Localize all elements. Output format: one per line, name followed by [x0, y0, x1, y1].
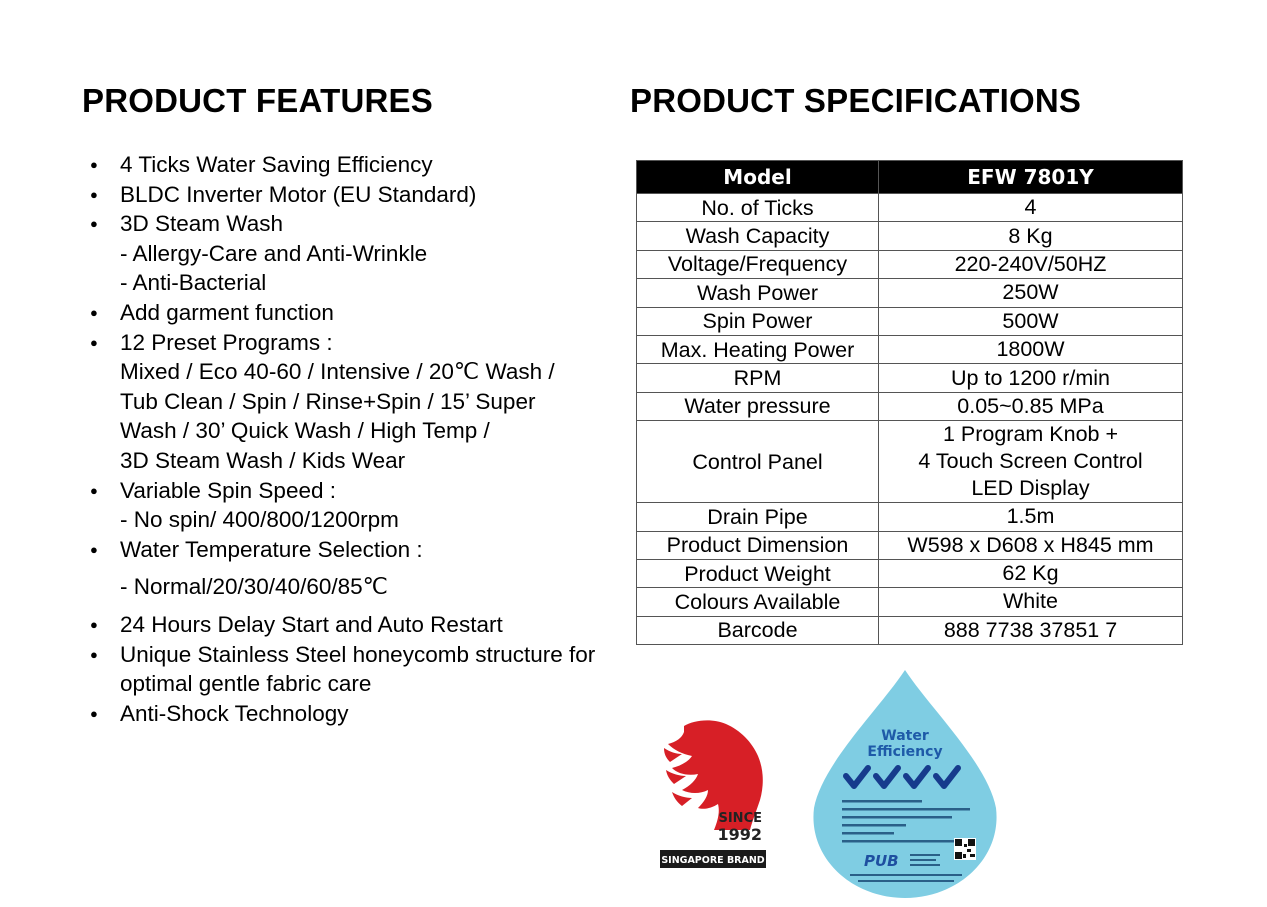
- spec-header-row: [637, 161, 1183, 194]
- spec-value-line: 1 Program Knob +: [942, 422, 1119, 447]
- spec-row: [637, 421, 1183, 503]
- spec-value: [879, 194, 1183, 222]
- spec-value-line: 500W: [1002, 308, 1059, 333]
- qr-code-icon: [954, 838, 976, 860]
- feature-item: [90, 209, 630, 298]
- feature-line: Tub Clean / Spin / Rinse+Spin / 15’ Super: [120, 388, 536, 414]
- spec-value-line: 62 Kg: [1002, 561, 1059, 586]
- feature-line: - Anti-Bacterial: [120, 270, 267, 296]
- feature-item: [90, 535, 630, 602]
- spec-label: RPM: [637, 364, 879, 392]
- feature-item: [90, 476, 630, 535]
- spec-value-line: 220-240V/50HZ: [954, 251, 1107, 276]
- spec-value: [879, 421, 1183, 503]
- spec-value-line: LED Display: [971, 476, 1090, 501]
- feature-line: ● 24 Hours Delay Start and Auto Restart: [120, 611, 503, 637]
- spec-value: [879, 503, 1183, 531]
- feature-item: [90, 640, 630, 699]
- water-efficiency-title-2: Efficiency: [867, 744, 943, 760]
- feature-line: ● 4 Ticks Water Saving Efficiency: [120, 152, 433, 177]
- feature-line: ● 3D Steam Wash: [120, 211, 283, 237]
- spec-value-line: 4: [1024, 195, 1037, 220]
- spec-value-line: W598 x D608 x H845 mm: [907, 532, 1154, 557]
- feature-line: ● Unique Stainless Steel honeycomb structure for: [120, 641, 596, 667]
- spec-label: Voltage/Frequency: [637, 250, 879, 278]
- spec-label: Wash Power: [637, 279, 879, 307]
- spec-label: Colours Available: [637, 588, 879, 616]
- features-heading: PRODUCT FEATURES: [82, 82, 433, 119]
- spec-value-line: 888 7738 37851 7: [943, 617, 1118, 642]
- feature-item: [90, 610, 630, 640]
- spec-value: [879, 335, 1183, 363]
- feature-line: Mixed / Eco 40-60 / Intensive / 20℃ Wash /: [120, 359, 555, 385]
- spec-value: [879, 531, 1183, 559]
- spec-value: [879, 559, 1183, 587]
- feature-item: [90, 180, 630, 210]
- feature-line: ● Add garment function: [120, 299, 334, 325]
- spec-label: Spin Power: [637, 307, 879, 335]
- feature-item: [90, 150, 630, 180]
- spec-row: [637, 559, 1183, 587]
- spec-value: [879, 250, 1183, 278]
- spec-value: [879, 364, 1183, 392]
- water-drop-icon: [813, 670, 996, 898]
- spec-row: [637, 392, 1183, 420]
- spec-label: Product Weight: [637, 559, 879, 587]
- singapore-brand-logo: [660, 718, 766, 870]
- spec-value: [879, 588, 1183, 616]
- spec-label: No. of Ticks: [637, 194, 879, 222]
- water-efficiency-title-1: Water: [881, 728, 929, 744]
- spec-value: [879, 307, 1183, 335]
- spec-label: Water pressure: [637, 392, 879, 420]
- feature-item: [90, 699, 630, 729]
- spec-row: [637, 335, 1183, 363]
- spec-row: [637, 222, 1183, 250]
- spec-value: [879, 279, 1183, 307]
- spec-value-line: 4 Touch Screen Control: [918, 449, 1143, 474]
- feature-line: - No spin/ 400/800/1200rpm: [120, 507, 399, 533]
- spec-value-line: 1.5m: [1006, 504, 1055, 529]
- feature-line: ● Water Temperature Selection :: [120, 536, 423, 562]
- spec-row: [637, 588, 1183, 616]
- spec-value-line: 0.05~0.85 MPa: [957, 393, 1104, 418]
- spec-value-line: White: [1003, 589, 1058, 614]
- spec-value: [879, 616, 1183, 644]
- specs-heading: PRODUCT SPECIFICATIONS: [630, 82, 1082, 119]
- spec-label: Control Panel: [637, 421, 879, 503]
- spec-row: [637, 616, 1183, 644]
- spec-label: Max. Heating Power: [637, 335, 879, 363]
- spec-header-label: Model: [637, 161, 879, 194]
- feature-line: optimal gentle fabric care: [120, 671, 372, 697]
- spec-row: [637, 307, 1183, 335]
- pub-logo: PUB: [864, 852, 899, 870]
- feature-item: [90, 328, 630, 476]
- feature-line: 3D Steam Wash / Kids Wear: [120, 447, 406, 473]
- spec-body: [637, 194, 1183, 645]
- spec-row: [637, 250, 1183, 278]
- spec-row: [637, 194, 1183, 222]
- feature-line: - Normal/20/30/40/60/85℃: [120, 574, 388, 600]
- spec-table: [636, 160, 1183, 645]
- spec-value-line: Up to 1200 r/min: [951, 365, 1110, 390]
- spec-row: [637, 279, 1183, 307]
- feature-line: Wash / 30’ Quick Wash / High Temp /: [120, 418, 490, 444]
- spec-header-value: EFW 7801Y: [879, 161, 1183, 194]
- spec-value-line: 1800W: [996, 337, 1065, 362]
- singapore-brand-text: SINGAPORE BRAND: [661, 855, 765, 866]
- feature-item: [90, 298, 630, 328]
- spec-row: [637, 531, 1183, 559]
- feature-line: ● Anti-Shock Technology: [120, 700, 349, 726]
- spec-value: [879, 222, 1183, 250]
- pub-subtext: [910, 854, 940, 866]
- spec-value: [879, 392, 1183, 420]
- spec-row: [637, 503, 1183, 531]
- spec-row: [637, 364, 1183, 392]
- water-efficiency-label: [812, 668, 998, 900]
- spec-label: Product Dimension: [637, 531, 879, 559]
- feature-line: ● 12 Preset Programs :: [120, 329, 333, 355]
- since-year: 1992: [717, 825, 762, 844]
- feature-line: ● BLDC Inverter Motor (EU Standard): [120, 181, 477, 207]
- spec-label: Wash Capacity: [637, 222, 879, 250]
- spec-value-line: 8 Kg: [1008, 223, 1053, 248]
- since-text: SINCE: [718, 811, 762, 826]
- spec-label: Barcode: [637, 616, 879, 644]
- spec-value-line: 250W: [1002, 280, 1059, 305]
- features-list: [90, 150, 630, 728]
- feature-line: - Allergy-Care and Anti-Wrinkle: [120, 240, 428, 266]
- spec-label: Drain Pipe: [637, 503, 879, 531]
- feature-line: ● Variable Spin Speed :: [120, 477, 336, 503]
